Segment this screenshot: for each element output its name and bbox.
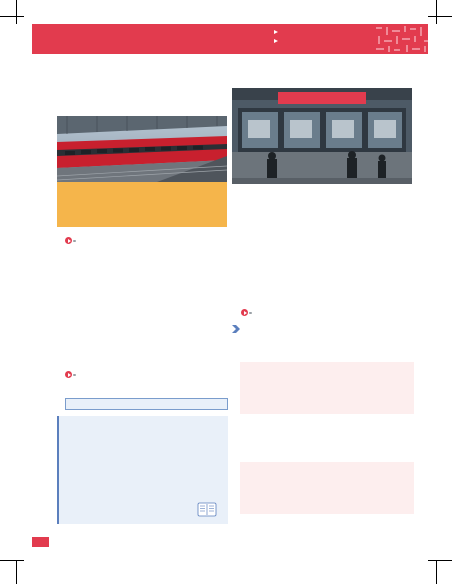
student-a-info-card — [240, 362, 414, 414]
arrow-right-icon — [274, 30, 278, 34]
unit-header — [32, 24, 428, 54]
audio-play-icon[interactable] — [241, 309, 252, 317]
rating-row — [61, 215, 227, 225]
crop-mark — [428, 16, 452, 17]
train-photo — [57, 116, 227, 182]
arrow-right-icon — [274, 39, 278, 43]
rating-table — [57, 182, 227, 227]
crop-mark — [428, 560, 452, 561]
chevron-right-icon — [232, 325, 240, 333]
skills-summary — [274, 29, 281, 47]
crop-mark — [436, 560, 437, 584]
ticket-office-photo — [232, 88, 412, 184]
crop-mark — [16, 0, 17, 24]
ticket-office-image — [232, 88, 412, 184]
crop-mark — [0, 560, 24, 561]
box-accent-bar — [57, 416, 59, 524]
student-b-info-card — [240, 462, 414, 514]
word-box — [65, 398, 228, 410]
train-station-image — [57, 116, 227, 182]
audio-play-icon[interactable] — [65, 237, 76, 245]
decorative-pattern-icon — [372, 24, 428, 54]
workbook-icon — [197, 502, 217, 517]
audio-play-icon[interactable] — [65, 371, 76, 379]
crop-mark — [0, 16, 24, 17]
page-number — [32, 537, 49, 547]
your-turn-heading — [232, 324, 243, 334]
rating-row — [61, 195, 227, 205]
rating-row — [61, 185, 227, 195]
crop-mark — [436, 0, 437, 24]
crop-mark — [16, 560, 17, 584]
rating-row — [61, 205, 227, 215]
